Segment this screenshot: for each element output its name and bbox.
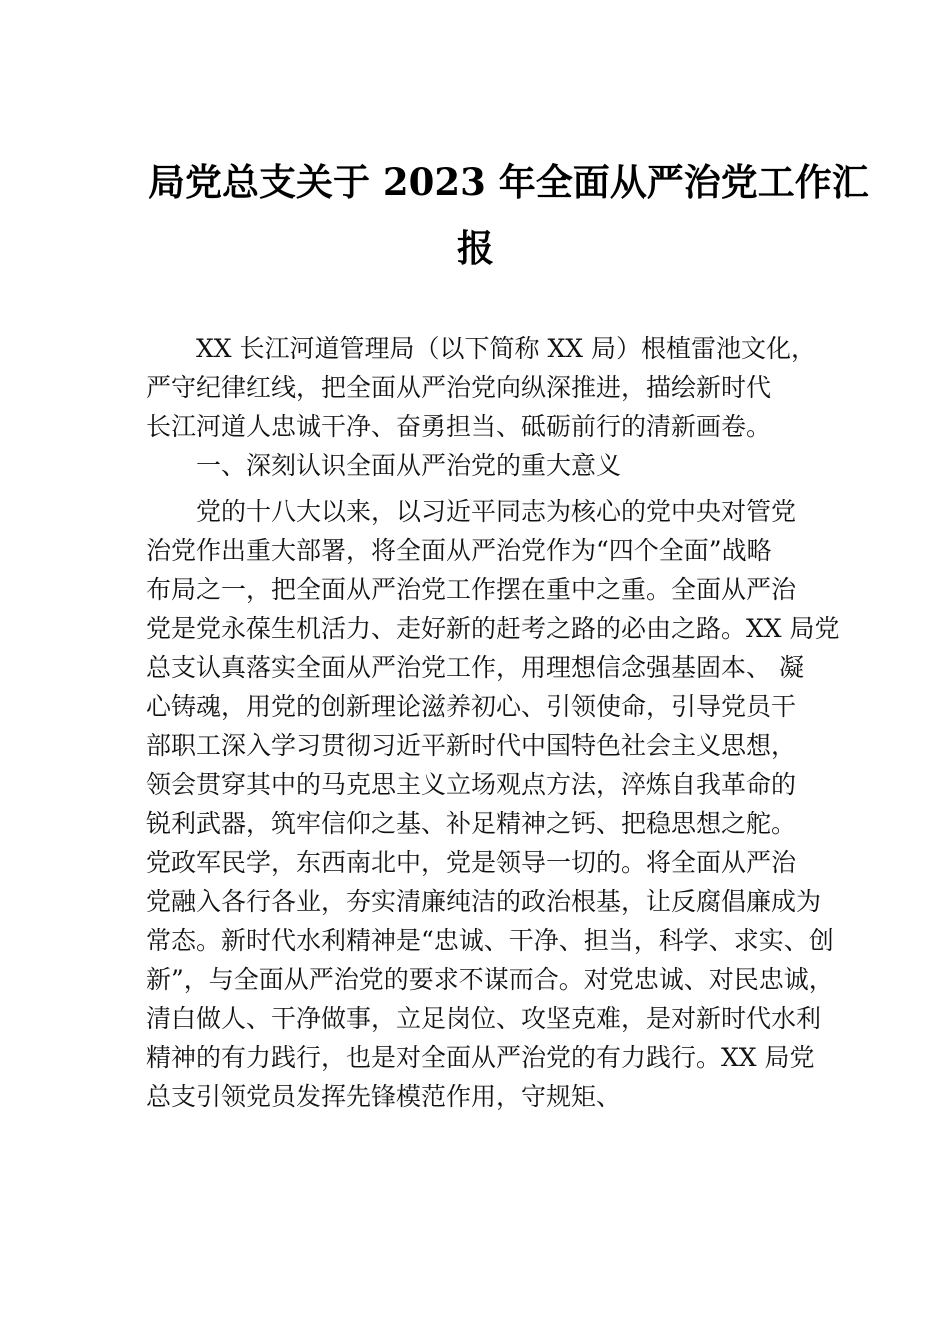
paragraph-line: 布局之一，把全面从严治党工作摆在重中之重。全面从严治 (146, 575, 797, 604)
paragraph-line: 治党作出重大部署，将全面从严治党作为“四个全面”战略 (146, 536, 772, 565)
paragraph-line: 党政军民学，东西南北中，党是领导一切的。将全面从严治 (146, 848, 797, 877)
document-title-line-1: 局党总支关于 2023 年全面从严治党工作汇 (148, 160, 869, 204)
paragraph-line: XX 长江河道管理局（以下简称 XX 局）根植雷池文化， (196, 334, 817, 363)
paragraph-line: 领会贯穿其中的马克思主义立场观点方法，淬炼自我革命的 (146, 770, 797, 799)
paragraph-line: 常态。新时代水利精神是“忠诚、干净、担当，科学、求实、创 (146, 926, 834, 955)
section-heading: 一、深刻认识全面从严治党的重大意义 (196, 451, 622, 480)
paragraph-line: 心铸魂，用党的创新理论滋养初心、引领使命，引导党员干 (146, 692, 797, 721)
paragraph-line: 总支引领党员发挥先锋模范作用，守规矩、 (146, 1082, 622, 1111)
paragraph-line: 党是党永葆生机活力、走好新的赶考之路的必由之路。XX 局党 (146, 614, 840, 643)
paragraph-line: 总支认真落实全面从严治党工作，用理想信念强基固本、 凝 (146, 653, 804, 682)
paragraph-line: 部职工深入学习贯彻习近平新时代中国特色社会主义思想， (146, 731, 797, 760)
paragraph-line: 精神的有力践行，也是对全面从严治党的有力践行。XX 局党 (146, 1043, 815, 1072)
paragraph-line: 严守纪律红线，把全面从严治党向纵深推进，描绘新时代 (146, 373, 772, 402)
paragraph-line: 党的十八大以来，以习近平同志为核心的党中央对管党 (196, 497, 797, 526)
paragraph-line: 党融入各行各业，夯实清廉纯洁的政治根基，让反腐倡廉成为 (146, 887, 822, 916)
paragraph-line: 新”，与全面从严治党的要求不谋而合。对党忠诚、对民忠诚， (146, 965, 834, 994)
paragraph-line: 长江河道人忠诚干净、奋勇担当、砥砺前行的清新画卷。 (146, 412, 772, 441)
document-title-line-2: 报 (457, 226, 494, 270)
paragraph-line: 清白做人、干净做事，立足岗位、攻坚克难，是对新时代水利 (146, 1004, 822, 1033)
paragraph-line: 锐利武器，筑牢信仰之基、补足精神之钙、把稳思想之舵。 (146, 809, 797, 838)
